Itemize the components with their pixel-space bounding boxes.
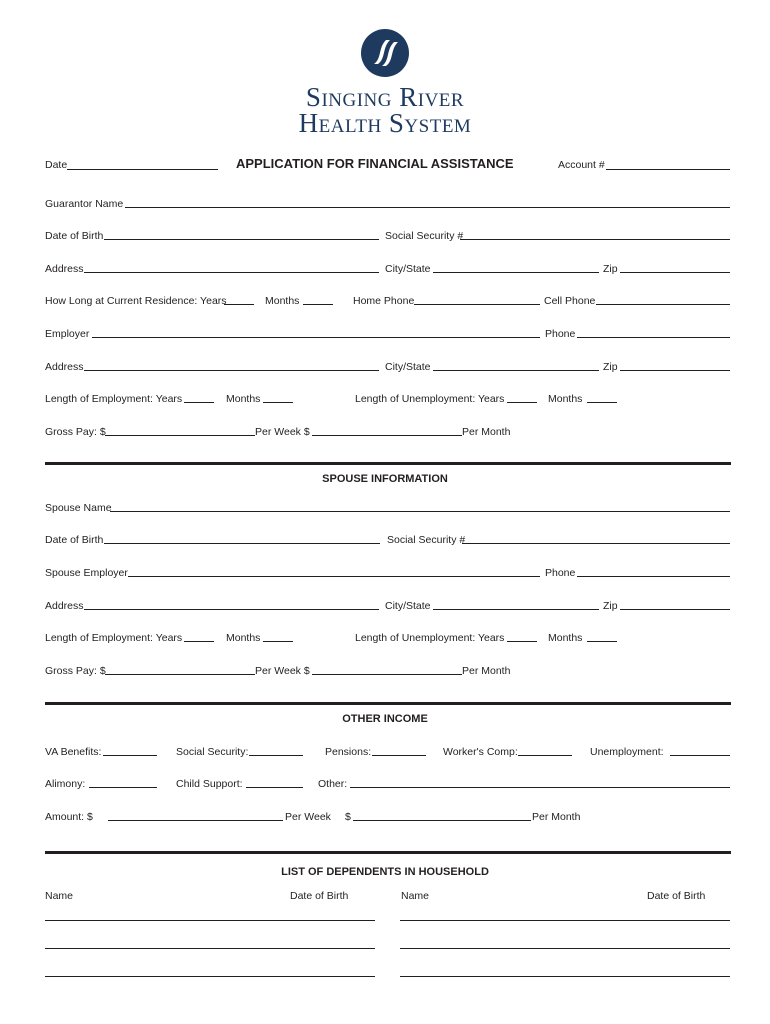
amount-dollar-label: $	[345, 811, 351, 823]
address-field[interactable]	[84, 272, 379, 273]
residence-years-field[interactable]	[224, 304, 254, 305]
employment-years-field[interactable]	[184, 402, 214, 403]
spouse-unemployment-years-field[interactable]	[507, 641, 537, 642]
spouse-employer-field[interactable]	[128, 576, 540, 577]
spouse-gross-pay-month-field[interactable]	[312, 674, 462, 675]
amount-week-field[interactable]	[108, 820, 283, 821]
section-divider	[45, 851, 731, 854]
pensions-label: Pensions:	[325, 746, 372, 758]
dependent-row-field[interactable]	[400, 976, 730, 977]
child-support-field[interactable]	[246, 787, 303, 788]
employer-zip-label: Zip	[603, 361, 618, 373]
gross-pay-week-field[interactable]	[105, 435, 255, 436]
brand-name	[0, 84, 770, 136]
dependent-row-field[interactable]	[45, 920, 375, 921]
account-field[interactable]	[606, 169, 730, 170]
residence-years-label: How Long at Current Residence: Years	[45, 295, 227, 307]
spouse-employment-years-field[interactable]	[184, 641, 214, 642]
unemployment-income-field[interactable]	[670, 755, 730, 756]
spouse-name-label: Spouse Name	[45, 502, 112, 514]
zip-label: Zip	[603, 263, 618, 275]
social-security-income-field[interactable]	[249, 755, 303, 756]
spouse-ssn-label: Social Security #	[387, 534, 466, 546]
spouse-employer-label: Spouse Employer	[45, 567, 128, 579]
employer-phone-label: Phone	[545, 328, 576, 340]
residence-months-label: Months	[265, 295, 300, 307]
social-security-income-label: Social Security:	[176, 746, 249, 758]
dependent-name-label-right: Name	[401, 890, 430, 902]
spouse-gross-pay-week-field[interactable]	[105, 674, 255, 675]
spouse-zip-label: Zip	[603, 600, 618, 612]
workers-comp-label: Worker's Comp:	[443, 746, 518, 758]
spouse-employment-years-label: Length of Employment: Years	[45, 632, 183, 644]
form-title: APPLICATION FOR FINANCIAL ASSISTANCE	[236, 156, 514, 171]
employer-label: Employer	[45, 328, 90, 340]
unemployment-years-field[interactable]	[507, 402, 537, 403]
dependents-heading: LIST OF DEPENDENTS IN HOUSEHOLD	[281, 866, 489, 878]
dob-label: Date of Birth	[45, 230, 104, 242]
spouse-dob-field[interactable]	[104, 543, 380, 544]
dependent-row-field[interactable]	[45, 976, 375, 977]
address-label: Address	[45, 263, 84, 275]
city-state-field[interactable]	[433, 272, 599, 273]
spouse-unemployment-months-label: Months	[548, 632, 583, 644]
spouse-per-month-label: Per Month	[462, 665, 511, 677]
spouse-name-field[interactable]	[110, 511, 730, 512]
unemployment-months-label: Months	[548, 393, 583, 405]
spouse-dob-label: Date of Birth	[45, 534, 104, 546]
employer-city-field[interactable]	[433, 370, 599, 371]
brand-line-2: Health System	[298, 108, 472, 138]
other-income-label: Other:	[318, 778, 348, 790]
home-phone-field[interactable]	[414, 304, 540, 305]
dependent-name-label-left: Name	[45, 890, 74, 902]
employer-field[interactable]	[92, 337, 540, 338]
per-month-label: Per Month	[462, 426, 511, 438]
date-field[interactable]	[67, 169, 218, 170]
pensions-field[interactable]	[372, 755, 426, 756]
ssn-label: Social Security #	[385, 230, 464, 242]
spouse-employment-months-field[interactable]	[263, 641, 293, 642]
gross-pay-month-field[interactable]	[312, 435, 462, 436]
gross-pay-label: Gross Pay: $	[45, 426, 106, 438]
section-divider	[45, 702, 731, 705]
spouse-heading: SPOUSE INFORMATION	[322, 473, 448, 485]
unemployment-years-label: Length of Unemployment: Years	[355, 393, 505, 405]
va-benefits-label: VA Benefits:	[45, 746, 102, 758]
city-state-label: City/State	[385, 263, 431, 275]
other-income-heading: OTHER INCOME	[342, 713, 428, 725]
amount-per-month-label: Per Month	[532, 811, 581, 823]
employment-years-label: Length of Employment: Years	[45, 393, 183, 405]
va-benefits-field[interactable]	[103, 755, 157, 756]
dob-field[interactable]	[104, 239, 379, 240]
cell-phone-field[interactable]	[596, 304, 730, 305]
amount-label: Amount: $	[45, 811, 93, 823]
dependent-row-field[interactable]	[45, 948, 375, 949]
amount-per-week-label: Per Week	[285, 811, 331, 823]
employment-months-field[interactable]	[263, 402, 293, 403]
logo-icon	[360, 28, 410, 78]
spouse-city-label: City/State	[385, 600, 431, 612]
spouse-zip-field[interactable]	[620, 609, 730, 610]
spouse-gross-pay-label: Gross Pay: $	[45, 665, 106, 677]
dependent-dob-label-left: Date of Birth	[290, 890, 349, 902]
brand-line-1: Singing River	[305, 82, 465, 112]
spouse-unemployment-years-label: Length of Unemployment: Years	[355, 632, 505, 644]
section-divider	[45, 462, 731, 465]
guarantor-name-label: Guarantor Name	[45, 198, 124, 210]
employer-phone-field[interactable]	[577, 337, 730, 338]
unemployment-months-field[interactable]	[587, 402, 617, 403]
spouse-unemployment-months-field[interactable]	[587, 641, 617, 642]
residence-months-field[interactable]	[303, 304, 333, 305]
home-phone-label: Home Phone	[353, 295, 415, 307]
spouse-per-week-label: Per Week $	[255, 665, 310, 677]
date-label: Date	[45, 159, 68, 171]
alimony-field[interactable]	[89, 787, 157, 788]
spouse-city-field[interactable]	[433, 609, 599, 610]
spouse-ssn-field[interactable]	[462, 543, 730, 544]
amount-month-field[interactable]	[353, 820, 531, 821]
workers-comp-field[interactable]	[518, 755, 572, 756]
spouse-phone-label: Phone	[545, 567, 576, 579]
dependent-row-field[interactable]	[400, 948, 730, 949]
employer-zip-field[interactable]	[620, 370, 730, 371]
spouse-phone-field[interactable]	[577, 576, 730, 577]
other-income-field[interactable]	[350, 787, 730, 788]
per-week-label: Per Week $	[255, 426, 310, 438]
zip-field[interactable]	[620, 272, 730, 273]
employer-address-field[interactable]	[84, 370, 379, 371]
spouse-employment-months-label: Months	[226, 632, 261, 644]
employment-months-label: Months	[226, 393, 261, 405]
child-support-label: Child Support:	[176, 778, 243, 790]
employer-address-label: Address	[45, 361, 84, 373]
ssn-field[interactable]	[460, 239, 730, 240]
guarantor-name-field[interactable]	[125, 207, 730, 208]
cell-phone-label: Cell Phone	[544, 295, 596, 307]
account-label: Account #	[558, 159, 605, 171]
dependent-row-field[interactable]	[400, 920, 730, 921]
employer-city-label: City/State	[385, 361, 431, 373]
dependent-dob-label-right: Date of Birth	[647, 890, 706, 902]
spouse-address-label: Address	[45, 600, 84, 612]
spouse-address-field[interactable]	[84, 609, 379, 610]
unemployment-income-label: Unemployment:	[590, 746, 664, 758]
alimony-label: Alimony:	[45, 778, 86, 790]
